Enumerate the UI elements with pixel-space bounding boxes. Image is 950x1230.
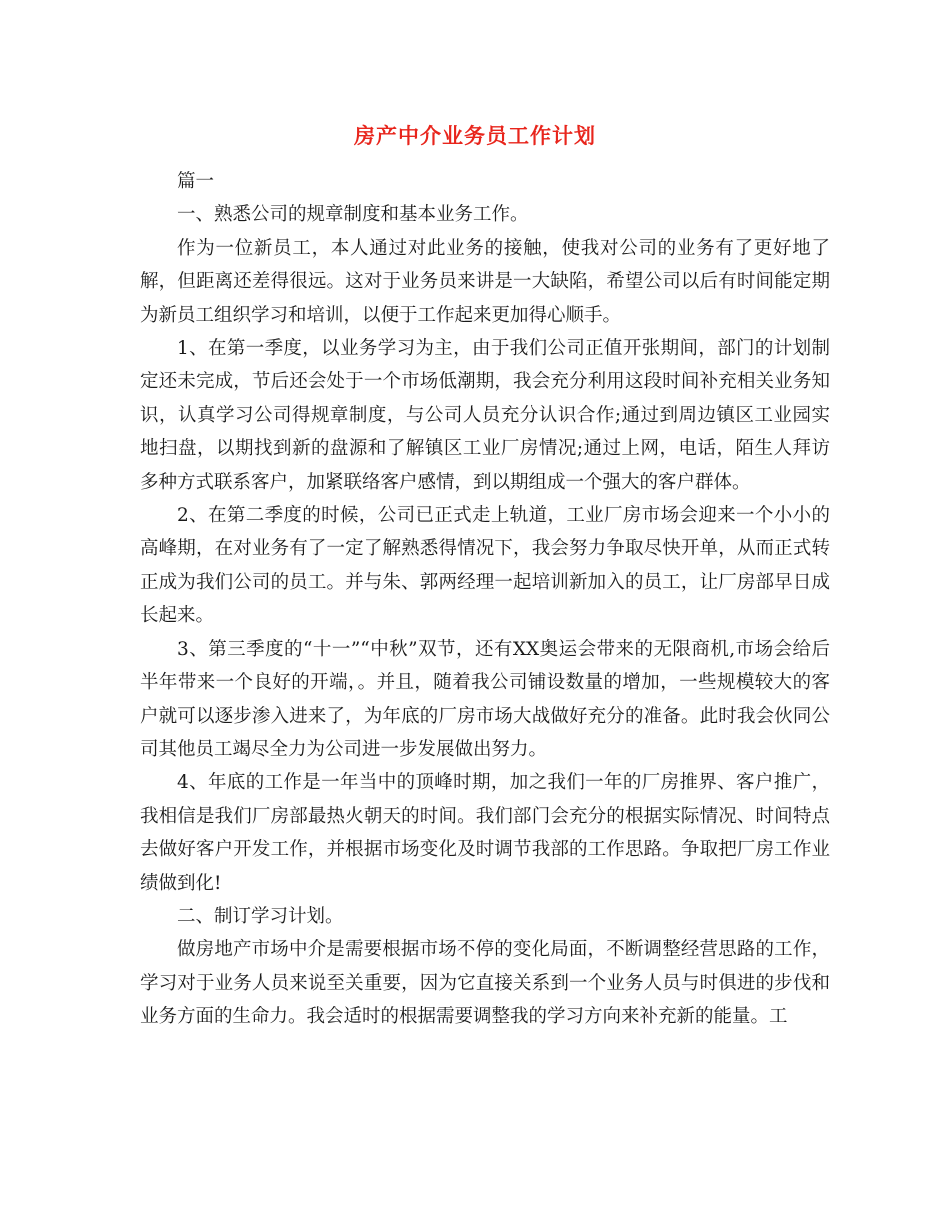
paragraph-q1: 1、在第一季度，以业务学习为主，由于我们公司正值开张期间，部门的计划制定还未完成，节后还会处于一个市场低潮期，我会充分利用这段时间补充相关业务知识，认真学习公司得规章制度，与公司人员充分认识合作;通过到周边镇区工业园实地扫盘，以期找到新的盘源和了解镇区工业厂房情况;通过上网，电话，陌生人拜访多种方式联系客户，加紧联络客户感情，到以期组成一个强大的客户群体。 <box>140 338 830 493</box>
paragraph-q3: 3、第三季度的“十一”“中秋”双节，还有XX奥运会带来的无限商机,市场会给后半年带来一个良好的开端，。并且，随着我公司铺设数量的增加，一些规模较大的客户就可以逐步渗入进来了，为年底的厂房市场大战做好充分的准备。此时我会伙同公司其他员工竭尽全力为公司进一步发展做出努力。 <box>140 638 830 760</box>
paragraph-study-plan: 做房地产市场中介是需要根据市场不停的变化局面，不断调整经营思路的工作，学习对于业务人员来说至关重要，因为它直接关系到一个业务人员与时俱进的步伐和业务方面的生命力。我会适时的根据需要调整我的学习方向来补充新的能量。工 <box>140 939 830 1028</box>
heading-2: 二、制订学习计划。 <box>177 905 344 927</box>
heading-1: 一、熟悉公司的规章制度和基本业务工作。 <box>177 204 529 226</box>
paragraph-q2: 2、在第二季度的时候，公司已正式走上轨道，工业厂房市场会迎来一个小小的高峰期，在对业务有了一定了解熟悉得情况下，我会努力争取尽快开单，从而正式转正成为我们公司的员工。并与朱、郭两经理一起培训新加入的员工，让厂房部早日成长起来。 <box>140 505 830 627</box>
paragraph-q4: 4、年底的工作是一年当中的顶峰时期，加之我们一年的厂房推界、客户推广，我相信是我们厂房部最热火朝天的时间。我们部门会充分的根据实际情况、时间特点去做好客户开发工作，并根据市场变化及时调节我部的工作思路。争取把厂房工作业绩做到化! <box>140 772 830 894</box>
paragraph-intro: 作为一位新员工，本人通过对此业务的接触，使我对公司的业务有了更好地了解，但距离还差得很远。这对于业务员来讲是一大缺陷，希望公司以后有时间能定期为新员工组织学习和培训，以便于工作起来更加得心顺手。 <box>140 237 830 326</box>
document-title: 房产中介业务员工作计划 <box>354 123 596 148</box>
section-label: 篇一 <box>177 171 215 192</box>
document-body <box>140 165 830 1034</box>
